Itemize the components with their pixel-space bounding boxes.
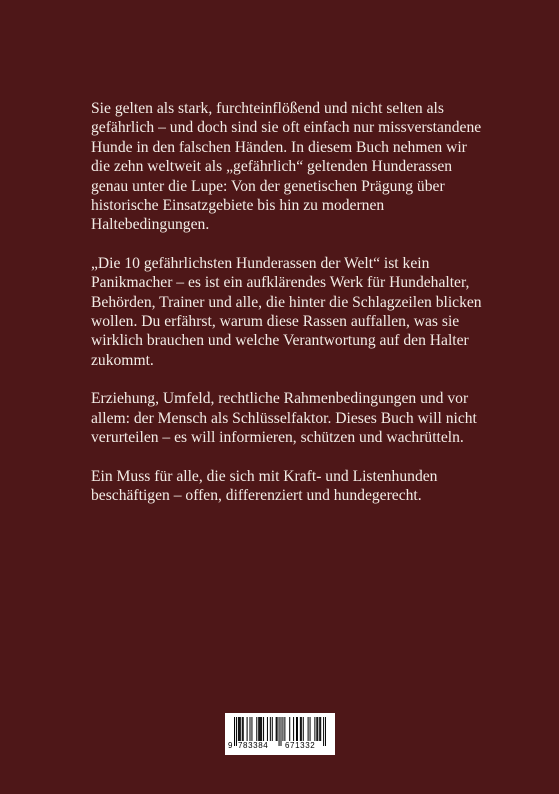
barcode-bar xyxy=(267,717,268,741)
barcode-bar xyxy=(276,717,277,741)
barcode-bar xyxy=(247,717,248,741)
isbn-number xyxy=(225,741,335,753)
barcode-bar xyxy=(239,717,240,741)
isbn-barcode xyxy=(225,713,335,755)
barcode-bar xyxy=(308,717,309,741)
barcode-bar xyxy=(284,717,285,741)
isbn-first-digit: 9 xyxy=(228,741,233,750)
blurb-paragraph-1: Sie gelten als stark, furchteinflößend und nicht selten als gefährlich – und doch sind sie oft einfach nur missverstandene Hunde in den falschen Händen. In diesem Buch nehmen wir die zehn weltweit als „gefährlich“ geltenden Hunderassen genau unter die Lupe: Von der genetischen Prägung über historische Einsatzgebiete bis hin zu modernen Haltebedingungen. xyxy=(91,100,482,234)
barcode-bar xyxy=(314,717,315,741)
barcode-bar xyxy=(293,717,294,741)
barcode-bar xyxy=(301,717,302,741)
barcode-bar xyxy=(319,717,320,741)
barcode-bar xyxy=(317,717,318,741)
barcode-bar xyxy=(296,717,297,741)
barcode-bar xyxy=(300,717,301,741)
barcode-bar xyxy=(238,717,239,741)
blurb-text xyxy=(91,99,486,524)
barcode-bar xyxy=(320,717,321,741)
barcode-bar xyxy=(259,717,260,741)
barcode-bar xyxy=(240,717,241,741)
isbn-right-group: 671332 xyxy=(285,741,316,750)
barcode-bar xyxy=(256,717,257,741)
blurb-paragraph-3: Erziehung, Umfeld, rechtliche Rahmenbedingungen und vor allem: der Mensch als Schlüsselfaktor. Dieses Buch will nicht verurteilen – es will informieren, schützen und wachrütteln. xyxy=(91,390,477,447)
barcode-bar xyxy=(258,717,259,741)
barcode-bar xyxy=(282,717,283,741)
barcode-bar xyxy=(260,717,261,741)
barcode-bar xyxy=(316,717,317,741)
isbn-left-group: 783384 xyxy=(238,741,269,750)
barcode-bar xyxy=(249,717,250,741)
barcode-bar xyxy=(242,717,243,741)
barcode-bar xyxy=(297,717,298,741)
barcode-bar xyxy=(261,717,262,741)
barcode-bar xyxy=(277,717,278,741)
barcode-bar xyxy=(243,717,244,741)
blurb-paragraph-2: „Die 10 gefährlichsten Hunderassen der Welt“ ist kein Panikmacher – es ist ein aufklärendes Werk für Hundehalter, Behörden, Trainer und alle, die hinter die Schlagzeilen blicken wollen. Du erfährst, warum diese Rassen auffallen, was sie wirklich brauchen und welche Verantwortung auf den Halter zukommt. xyxy=(91,254,482,369)
barcode-bar xyxy=(270,717,271,741)
barcode-bar xyxy=(310,717,311,741)
barcode-bar xyxy=(289,717,290,741)
barcode-bar xyxy=(263,717,264,741)
barcode-bar xyxy=(251,717,252,741)
blurb-paragraph-4: Ein Muss für alle, die sich mit Kraft- und Listenhunden beschäftigen – offen, differenziert und hundegerecht. xyxy=(91,467,438,504)
barcode-bar xyxy=(303,717,304,741)
barcode-bar xyxy=(272,717,273,741)
